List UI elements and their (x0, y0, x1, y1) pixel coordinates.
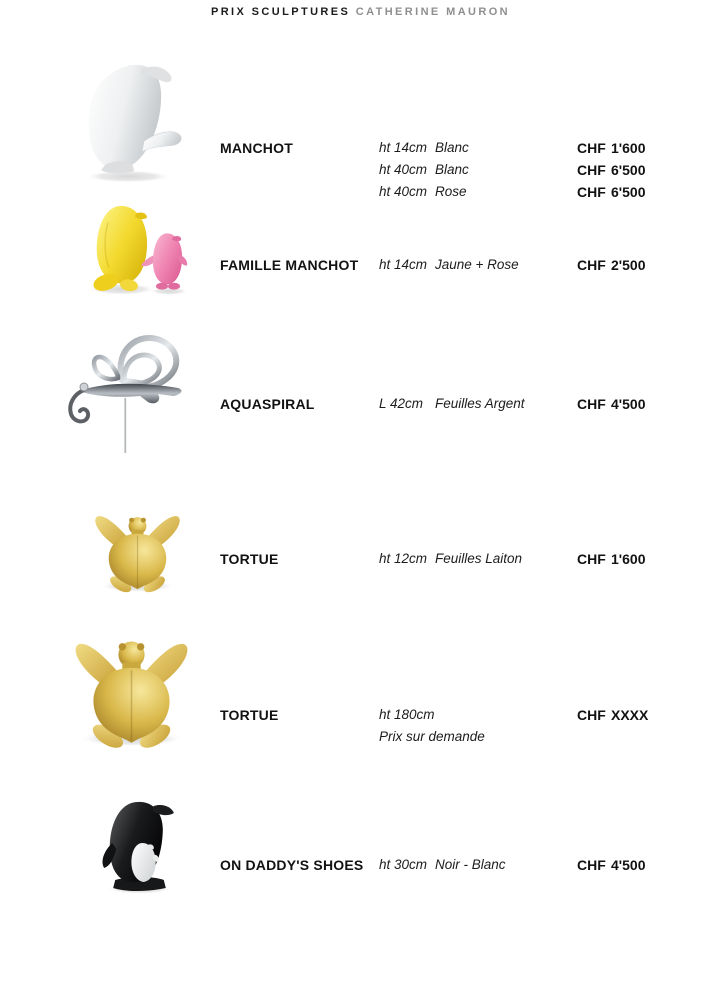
price-value: 6'500 (611, 184, 646, 200)
aquaspiral-sculpture-image (62, 328, 197, 454)
product-row-aquaspiral (0, 396, 721, 416)
product-color: Blanc (435, 140, 469, 155)
price-note: Prix sur demande (379, 729, 485, 744)
price-currency: CHF (577, 551, 606, 567)
product-name: MANCHOT (220, 140, 293, 156)
product-row-tortue-large (0, 707, 721, 727)
price-value: 4'500 (611, 396, 646, 412)
price-currency: CHF (577, 257, 606, 273)
price-currency: CHF (577, 184, 606, 200)
product-row-on-daddys-shoes (0, 857, 721, 877)
product-color: Rose (435, 184, 467, 199)
product-dimension: ht 180cm (379, 707, 435, 722)
product-name: TORTUE (220, 551, 279, 567)
product-color: Jaune + Rose (435, 257, 519, 272)
penguin-family-sculpture-image (84, 201, 196, 297)
price-currency: CHF (577, 396, 606, 412)
product-color: Noir - Blanc (435, 857, 506, 872)
product-row-tortue-small (0, 551, 721, 571)
price-value: 1'600 (611, 551, 646, 567)
product-row-manchot-line-2 (0, 162, 721, 182)
product-dimension: ht 12cm (379, 551, 428, 566)
gold-turtle-small-sculpture-image (88, 491, 187, 593)
product-dimension: ht 40cm (379, 162, 428, 177)
product-color: Feuilles Argent (435, 396, 525, 411)
black-white-penguin-illustration (97, 797, 183, 894)
product-dimension: L 42cm (379, 396, 424, 411)
product-color: Feuilles Laiton (435, 551, 523, 566)
price-value: 6'500 (611, 162, 646, 178)
gold-turtle-large-sculpture-image (66, 610, 197, 748)
product-dimension: ht 14cm (379, 257, 428, 272)
aquaspiral-illustration (62, 328, 197, 454)
page-title (0, 6, 721, 18)
product-row-manchot-line-1 (0, 140, 721, 160)
product-color: Blanc (435, 162, 469, 177)
product-row-manchot-line-3 (0, 184, 721, 204)
price-value: 2'500 (611, 257, 646, 273)
page-title-primary: PRIX SCULPTURES (210, 6, 351, 18)
price-value: 4'500 (611, 857, 646, 873)
price-currency: CHF (577, 162, 606, 178)
price-value: XXXX (611, 707, 649, 723)
product-name: ON DADDY'S SHOES (220, 857, 364, 873)
black-white-penguin-sculpture-image (97, 797, 183, 894)
product-name: AQUASPIRAL (220, 396, 315, 412)
gold-turtle-large-illustration (66, 610, 197, 748)
product-dimension: ht 40cm (379, 184, 428, 199)
product-name: FAMILLE MANCHOT (220, 257, 359, 273)
product-dimension: ht 14cm (379, 140, 428, 155)
product-row-famille-manchot (0, 257, 721, 277)
gold-turtle-small-illustration (88, 491, 187, 593)
penguin-family-illustration (84, 201, 196, 297)
page-title-secondary: CATHERINE MAURON (355, 6, 511, 18)
price-currency: CHF (577, 707, 606, 723)
product-name: TORTUE (220, 707, 279, 723)
product-row-tortue-large-note (0, 729, 721, 749)
price-currency: CHF (577, 857, 606, 873)
price-value: 1'600 (611, 140, 646, 156)
price-currency: CHF (577, 140, 606, 156)
product-dimension: ht 30cm (379, 857, 428, 872)
